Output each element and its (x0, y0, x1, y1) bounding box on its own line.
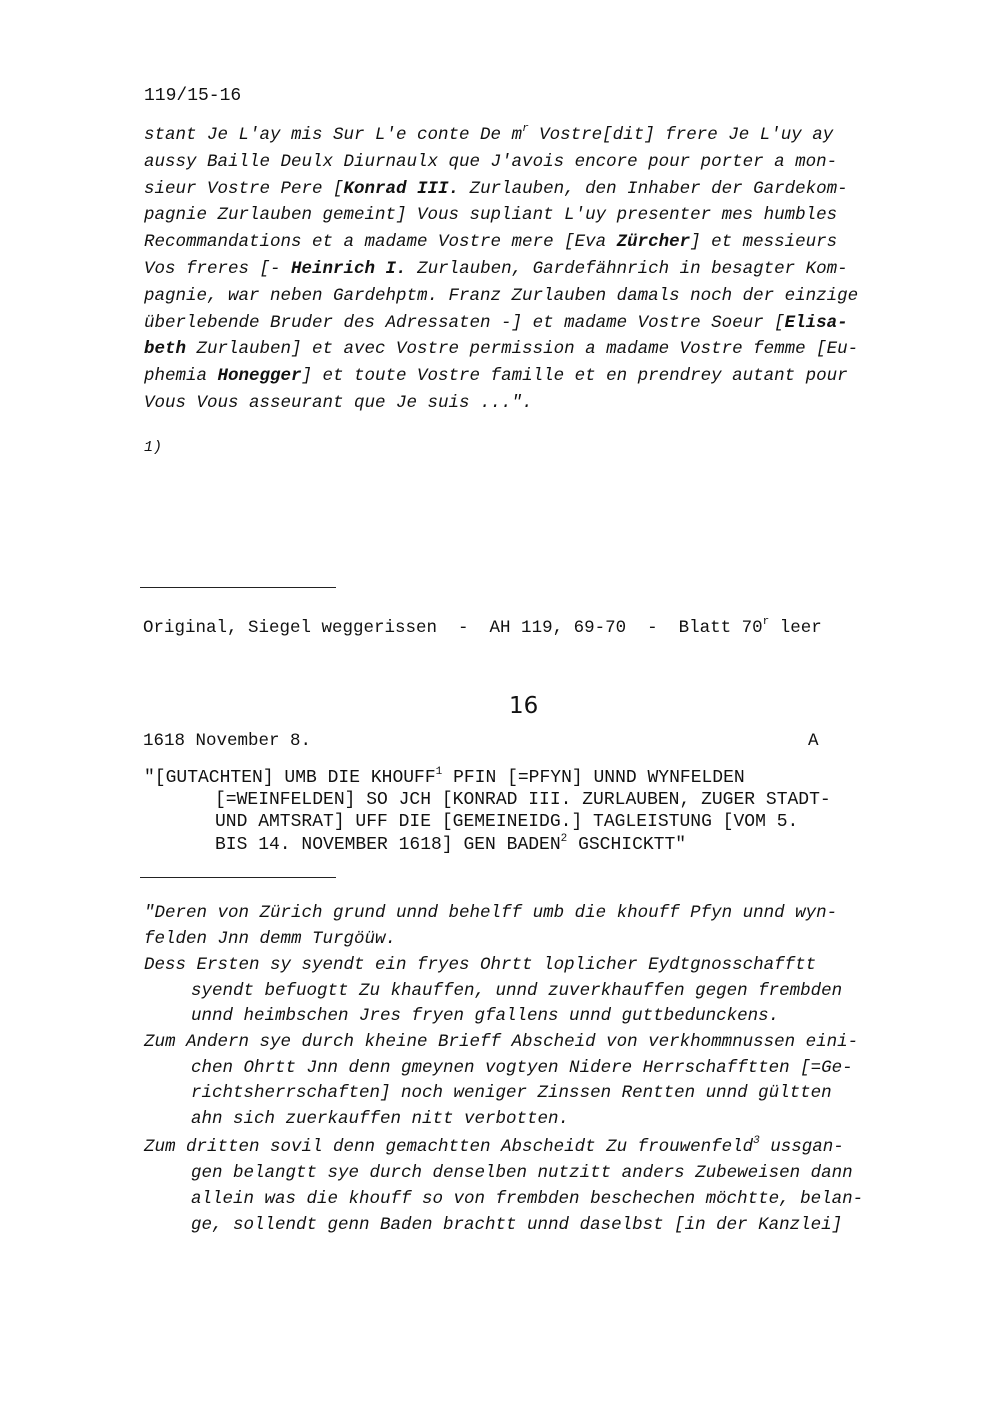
source-note (143, 618, 822, 638)
text-line (144, 903, 837, 923)
text-run: felden Jnn demm Turgöüw. (144, 929, 397, 949)
text-run: ge, sollendt genn Baden brachtt unnd daselbst [in der Kanzlei] (191, 1215, 843, 1235)
text-run: "[GUTACHTEN] UMB DIE KHOUFF (144, 768, 436, 788)
text-line (144, 1032, 858, 1052)
footnote-rule (140, 587, 336, 588)
text-run: überlebende Bruder des Adressaten -] et madame Vostre Soeur [ (144, 312, 785, 333)
bold-name: Elisa- (784, 312, 848, 333)
text-line (215, 832, 687, 855)
text-run: Dess Ersten sy syendt ein fryes Ohrtt loplicher Eydtgnosschafftt (144, 955, 817, 975)
text-run: leer (769, 618, 822, 638)
document-date: 1618 November 8. (143, 731, 312, 751)
text-line (144, 768, 745, 788)
text-line (144, 339, 858, 359)
text-run: BIS 14. NOVEMBER 1618] GEN BADEN (215, 834, 561, 855)
text-line (191, 1189, 863, 1209)
text-run: syendt befuogtt Zu khauffen, unnd zuverkhauffen gegen frembden (191, 981, 843, 1001)
text-line (144, 393, 533, 413)
text-line (215, 812, 798, 832)
bold-name: Konrad III. (343, 178, 460, 199)
text-run: pagnie Zurlauben gemeint] Vous supliant L'uy presenter mes humbles (144, 205, 838, 226)
text-line (144, 1137, 844, 1157)
text-run: unnd heimbschen Jres fryen gfallens unnd guttbedunckens. (191, 1006, 780, 1026)
superscript: r (762, 616, 770, 628)
text-run: Vous Vous asseurant que Je suis ...". (144, 393, 533, 413)
text-line (144, 929, 396, 949)
text-line (191, 1109, 569, 1129)
text-line (191, 1163, 853, 1183)
text-run: ahn sich zuerkauffen nitt verbotten. (191, 1109, 570, 1129)
text-run: PFIN [=PFYN] UNND WYNFELDEN (442, 768, 745, 788)
text-run: Original, Siegel weggerissen - AH 119, 69-70 - Blatt 70 (143, 618, 763, 638)
text-run: Vostre[dit] frere Je L'uy ay (528, 125, 834, 145)
text-line (144, 152, 837, 172)
text-run: ] et toute Vostre famille et en prendrey autant pour (301, 366, 848, 387)
text-line (191, 981, 842, 1001)
text-run: phemia (144, 366, 218, 387)
text-run: ] et messieurs (690, 232, 838, 253)
text-line (144, 366, 848, 386)
page-ref: 119/15-16 (144, 86, 242, 106)
superscript: 3 (753, 1135, 760, 1147)
text-run: "Deren von Zürich grund unnd behelff umb die khouff Pfyn unnd wyn- (144, 903, 838, 923)
title-rule (140, 877, 336, 878)
text-run: Zum dritten sovil denn gemachtten Abscheidt Zu frouwenfeld (144, 1137, 754, 1157)
text-line (144, 205, 837, 225)
text-run: Zurlauben, den Inhaber der Gardekom- (459, 178, 848, 199)
text-run: aussy Baille Deulx Diurnaulx que J'avois encore pour porter a mon- (144, 151, 838, 172)
superscript: 2 (560, 832, 568, 845)
bold-name: Heinrich I. (291, 259, 407, 279)
text-run: Zurlauben, Gardefähnrich in besagter Kom- (406, 259, 848, 279)
text-line (144, 286, 858, 306)
text-run: UND AMTSRAT] UFF DIE [GEMEINEIDG.] TAGLEISTUNG [VOM 5. (215, 812, 799, 833)
text-run: stant Je L'ay mis Sur L'e conte De m (144, 125, 523, 145)
text-run: gen belangtt sye durch denselben nutzitt anders Zubeweisen dann (191, 1163, 853, 1183)
text-line (144, 259, 848, 279)
bold-name: Zürcher (616, 232, 691, 253)
text-run: chen Ohrtt Jnn denn gmeynen vogtyen Nidere Herrschafftten [=Ge- (191, 1058, 853, 1078)
text-run: richtsherrschaften] noch weniger Zinssen Rentten unnd gültten (191, 1083, 832, 1103)
text-line (191, 1215, 842, 1235)
footnote-marker: 1) (144, 439, 163, 456)
text-run: sieur Vostre Pere [ (144, 178, 344, 199)
text-run: pagnie, war neben Gardehptm. Franz Zurlauben damals noch der einzige (144, 285, 859, 306)
bold-name: beth (144, 339, 187, 360)
superscript: r (522, 123, 529, 135)
superscript: 1 (435, 766, 443, 778)
text-line (215, 790, 831, 810)
text-line (144, 955, 816, 975)
text-run: [=WEINFELDEN] SO JCH [KONRAD III. ZURLAUBEN, ZUGER STADT- (215, 790, 831, 811)
text-run: ussgan- (759, 1137, 844, 1157)
text-run: Zurlauben] et avec Vostre permission a madame Vostre femme [Eu- (186, 339, 859, 360)
bold-name: Honegger (217, 366, 302, 387)
text-line (191, 1058, 853, 1078)
text-line (191, 1083, 832, 1103)
text-line (144, 179, 848, 199)
text-run: allein was die khouff so von frembden beschechen möchtte, belan- (191, 1189, 864, 1209)
text-line (191, 1006, 779, 1026)
text-line (144, 232, 837, 252)
text-run: Zum Andern sye durch kheine Brieff Abscheid von verkhommnussen eini- (144, 1032, 859, 1052)
text-run: Recommandations et a madame Vostre mere [Eva (144, 232, 617, 253)
text-line (144, 313, 848, 333)
text-run: GSCHICKTT" (567, 834, 687, 855)
document-number: 16 (509, 693, 539, 719)
document-letter: A (808, 731, 819, 751)
text-run: Vos freres [- (144, 259, 292, 279)
text-line (144, 125, 833, 145)
